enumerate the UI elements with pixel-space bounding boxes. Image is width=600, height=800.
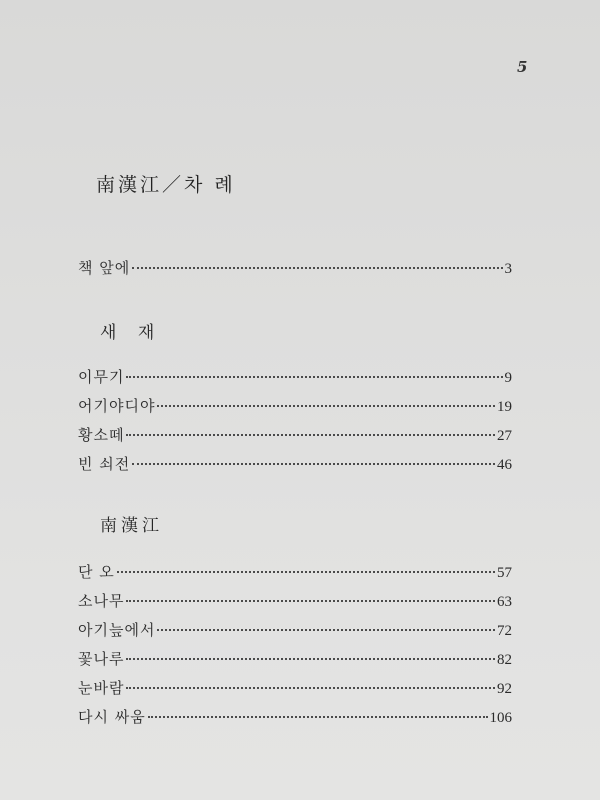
toc-entry-title: 단 오 [78,563,115,581]
toc-entry-page: 27 [497,428,512,444]
toc-entry [78,424,512,445]
toc-entry-preface [78,257,512,278]
toc-entry-page: 57 [497,565,512,581]
toc-entry [78,453,512,474]
toc-entry-title: 어기야디야 [78,397,156,415]
toc-entry [78,561,512,582]
toc-entry-title: 빈 쇠전 [78,455,131,473]
toc-entry-page: 72 [497,623,512,639]
dot-leader [157,625,495,631]
dot-leader [126,654,495,660]
toc-entry-title: 다시 싸움 [78,708,146,726]
toc-entry [78,619,512,640]
toc-entry-page: 19 [497,399,512,415]
dot-leader [132,459,495,465]
toc-entry-title: 황소떼 [78,426,125,444]
section-heading: 南漢江 [100,516,163,536]
toc-entry [78,395,512,416]
toc-entry-page: 63 [497,594,512,610]
toc-entry [78,706,512,727]
toc-entry-title: 아기늪에서 [78,621,156,639]
dot-leader [126,372,502,378]
page-number: 5 [517,58,528,76]
toc-entry-page: 46 [497,457,512,473]
section-heading: 새 재 [100,323,163,343]
toc-entry-title: 소나무 [78,592,125,610]
toc-entry-title: 이무기 [78,368,125,386]
dot-leader [126,596,495,602]
toc-entry [78,677,512,698]
dot-leader [132,263,502,269]
toc-entry-title: 책 앞에 [78,259,131,277]
dot-leader [117,567,495,573]
toc-entry-page: 9 [504,370,512,386]
toc-entry-page: 92 [497,681,512,697]
toc-entry [78,590,512,611]
toc-entry-page: 3 [504,261,512,277]
toc-entry-title: 눈바람 [78,679,125,697]
toc-entry [78,366,512,387]
dot-leader [148,712,488,718]
toc-entry [78,648,512,669]
toc-entry-page: 82 [497,652,512,668]
toc-title: 南漢江／차 례 [96,174,236,196]
dot-leader [126,683,495,689]
dot-leader [157,401,495,407]
toc-entry-title: 꽃나루 [78,650,125,668]
dot-leader [126,430,495,436]
toc-entry-page: 106 [489,710,512,726]
